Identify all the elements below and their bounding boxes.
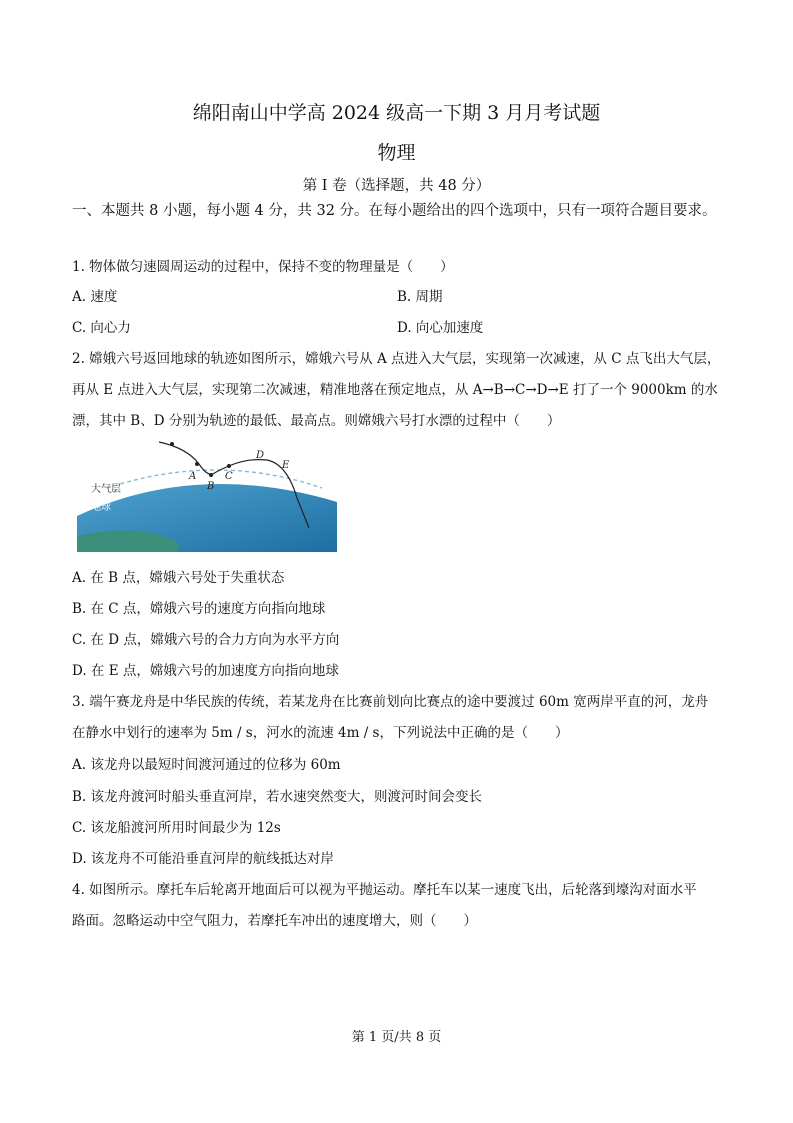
point-b-dot xyxy=(209,473,213,477)
label-d: D xyxy=(256,450,265,461)
question-3-line-2: 在静水中划行的速率为 5m / s，河水的流速 4m / s，下列说法中正确的是（ ） xyxy=(72,725,569,741)
point-a-dot xyxy=(195,462,199,466)
question-4-line-2: 路面。忽略运动中空气阻力，若摩托车冲出的速度增大，则（ ） xyxy=(72,913,477,929)
volume-heading: 第 I 卷（选择题，共 48 分） xyxy=(302,178,491,194)
question-2-line-3: 漂，其中 B、D 分别为轨迹的最低、最高点。则嫦娥六号打水漂的过程中（ ） xyxy=(72,413,561,429)
page-title: 绵阳南山中学高 2024 级高一下期 3 月月考试题 xyxy=(192,102,601,124)
label-a: A xyxy=(189,471,197,482)
q2-option-c: C. 在 D 点，嫦娥六号的合力方向为水平方向 xyxy=(72,632,340,648)
earth-label: 地球 xyxy=(91,502,111,513)
q1-option-c: C. 向心力 xyxy=(72,320,131,336)
q3-option-b: B. 该龙舟渡河时船头垂直河岸，若水速突然变大，则渡河时间会变长 xyxy=(72,789,483,805)
q3-option-d: D. 该龙舟不可能沿垂直河岸的航线抵达对岸 xyxy=(72,851,334,867)
question-3-line-1: 3. 端午赛龙舟是中华民族的传统，若某龙舟在比赛前划向比赛点的途中要渡过 60m 宽两岸平直的河，龙舟 xyxy=(72,694,709,710)
q1-option-a: A. 速度 xyxy=(72,289,118,305)
q2-option-d: D. 在 E 点，嫦娥六号的加速度方向指向地球 xyxy=(72,663,339,679)
q1-option-b: B. 周期 xyxy=(397,289,443,305)
label-b: B xyxy=(207,481,215,492)
q2-option-b: B. 在 C 点，嫦娥六号的速度方向指向地球 xyxy=(72,601,326,617)
q2-option-a: A. 在 B 点，嫦娥六号处于失重状态 xyxy=(72,570,285,586)
trajectory-dot xyxy=(170,442,174,446)
q3-option-c: C. 该龙船渡河所用时间最少为 12s xyxy=(72,820,281,836)
subject-title: 物理 xyxy=(377,142,416,164)
question-2-line-2: 再从 E 点进入大气层，实现第二次减速，精准地落在预定地点，从 A→B→C→D→E 打了一个 9000km 的水 xyxy=(72,382,718,398)
atmosphere-label: 大气层 xyxy=(91,484,121,495)
q3-option-a: A. 该龙舟以最短时间渡河通过的位移为 60m xyxy=(72,757,341,773)
question-4-line-1: 4. 如图所示。摩托车后轮离开地面后可以视为平抛运动。摩托车以某一速度飞出，后轮落到壕沟对面水平 xyxy=(72,882,697,898)
point-c-dot xyxy=(227,464,231,468)
question-2-line-1: 2. 嫦娥六号返回地球的轨迹如图所示，嫦娥六号从 A 点进入大气层，实现第一次减速，从 C 点飞出大气层， xyxy=(72,351,721,367)
label-c: C xyxy=(225,471,233,482)
q1-option-d: D. 向心加速度 xyxy=(397,320,484,336)
label-e: E xyxy=(282,460,290,471)
trajectory-figure xyxy=(77,438,337,552)
question-1-stem: 1. 物体做匀速圆周运动的过程中，保持不变的物理量是（ ） xyxy=(72,259,454,275)
section-instructions: 一、本题共 8 小题，每小题 4 分，共 32 分。在每小题给出的四个选项中，只有一项符合题目要求。 xyxy=(72,203,717,219)
page-footer: 第 1 页/共 8 页 xyxy=(351,1030,442,1045)
